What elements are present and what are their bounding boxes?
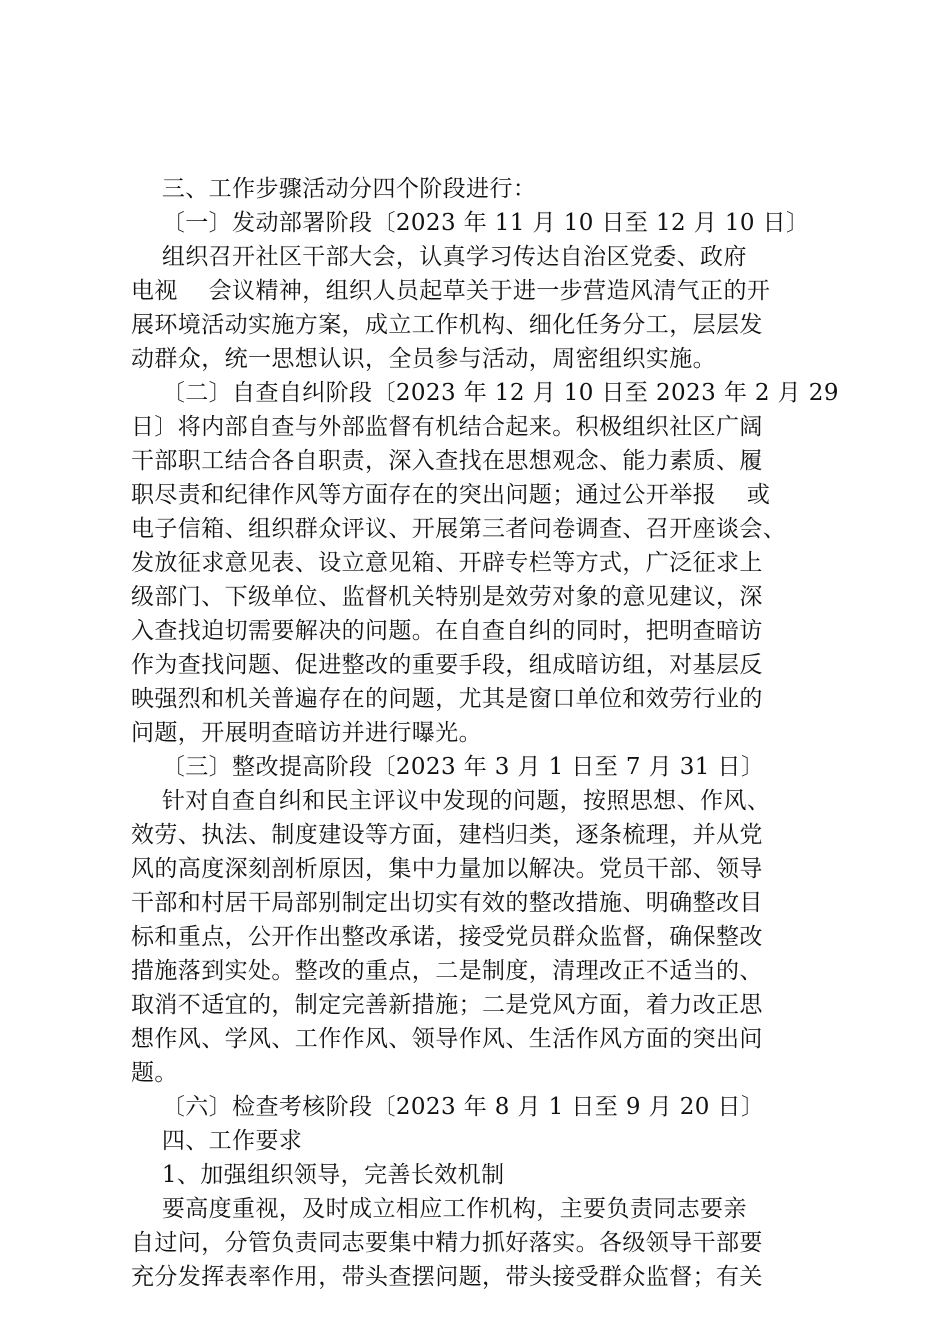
- text-line: 入查找迫切需要解决的问题。在自查自纠的同时，把明查暗访: [131, 618, 763, 644]
- text-line: 电视 会议精神，组织人员起草关于进一步营造风清气正的开: [131, 278, 771, 304]
- text-line: 标和重点，公开作出整改承诺，接受党员群众监督，确保整改: [131, 924, 763, 950]
- text-line: 干部职工结合各自职责，深入查找在思想观念、能力素质、履: [131, 448, 763, 474]
- text-line: 日〕将内部自查与外部监督有机结合起来。积极组织社区广阔: [131, 414, 763, 440]
- text-line: 〔一〕发动部署阶段〔2023 年 11 月 10 日至 12 月 10 日〕: [131, 210, 810, 236]
- text-line: 干部和村居干局部别制定出切实有效的整改措施、明确整改目: [131, 890, 763, 916]
- text-line: 措施落到实处。整改的重点，二是制度，清理改正不适当的、: [131, 958, 763, 984]
- text-line: 动群众，统一思想认识，全员参与活动，周密组织实施。: [131, 346, 716, 372]
- text-line: 自过问，分管负责同志要集中精力抓好落实。各级领导干部要: [131, 1230, 763, 1256]
- text-line: 级部门、下级单位、监督机关特别是效劳对象的意见建议，深: [131, 584, 763, 610]
- text-line: 展环境活动实施方案，成立工作机构、细化任务分工，层层发: [131, 312, 763, 338]
- text-line: 电子信箱、组织群众评议、开展第三者问卷调查、召开座谈会、: [131, 516, 787, 542]
- text-line: 效劳、执法、制度建设等方面，建档归类，逐条梳理，并从党: [131, 822, 763, 848]
- text-line: 作为查找问题、促进整改的重要手段，组成暗访组，对基层反: [131, 652, 763, 678]
- text-line: 三、工作步骤活动分四个阶段进行：: [131, 176, 537, 202]
- text-line: 四、工作要求: [131, 1128, 303, 1154]
- text-line: 题。: [131, 1060, 178, 1086]
- text-line: 问题，开展明查暗访并进行曝光。: [131, 720, 482, 746]
- text-line: 取消不适宜的，制定完善新措施；二是党风方面，着力改正思: [131, 992, 763, 1018]
- text-line: 充分发挥表率作用，带头查摆问题，带头接受群众监督；有关: [131, 1264, 763, 1290]
- text-line: 〔二〕自查自纠阶段〔2023 年 12 月 10 日至 2023 年 2 月 29: [131, 380, 839, 406]
- text-line: 发放征求意见表、设立意见箱、开辟专栏等方式，广泛征求上: [131, 550, 763, 576]
- text-line: 针对自查自纠和民主评议中发现的问题，按照思想、作风、: [131, 788, 771, 814]
- text-line: 想作风、学风、工作作风、领导作风、生活作风方面的突出问: [131, 1026, 763, 1052]
- text-line: 〔三〕整改提高阶段〔2023 年 3 月 1 日至 7 月 31 日〕: [131, 754, 765, 780]
- text-line: 〔六〕检查考核阶段〔2023 年 8 月 1 日至 9 月 20 日〕: [131, 1094, 765, 1120]
- text-line: 职尽责和纪律作风等方面存在的突出问题；通过公开举报 或: [131, 482, 771, 508]
- text-line: 1、加强组织领导，完善长效机制: [131, 1162, 505, 1188]
- text-line: 映强烈和机关普遍存在的问题，尤其是窗口单位和效劳行业的: [131, 686, 763, 712]
- text-line: 风的高度深刻剖析原因，集中力量加以解决。党员干部、领导: [131, 856, 763, 882]
- text-line: 要高度重视，及时成立相应工作机构，主要负责同志要亲: [131, 1196, 747, 1222]
- text-line: 组织召开社区干部大会，认真学习传达自治区党委、政府: [131, 244, 747, 270]
